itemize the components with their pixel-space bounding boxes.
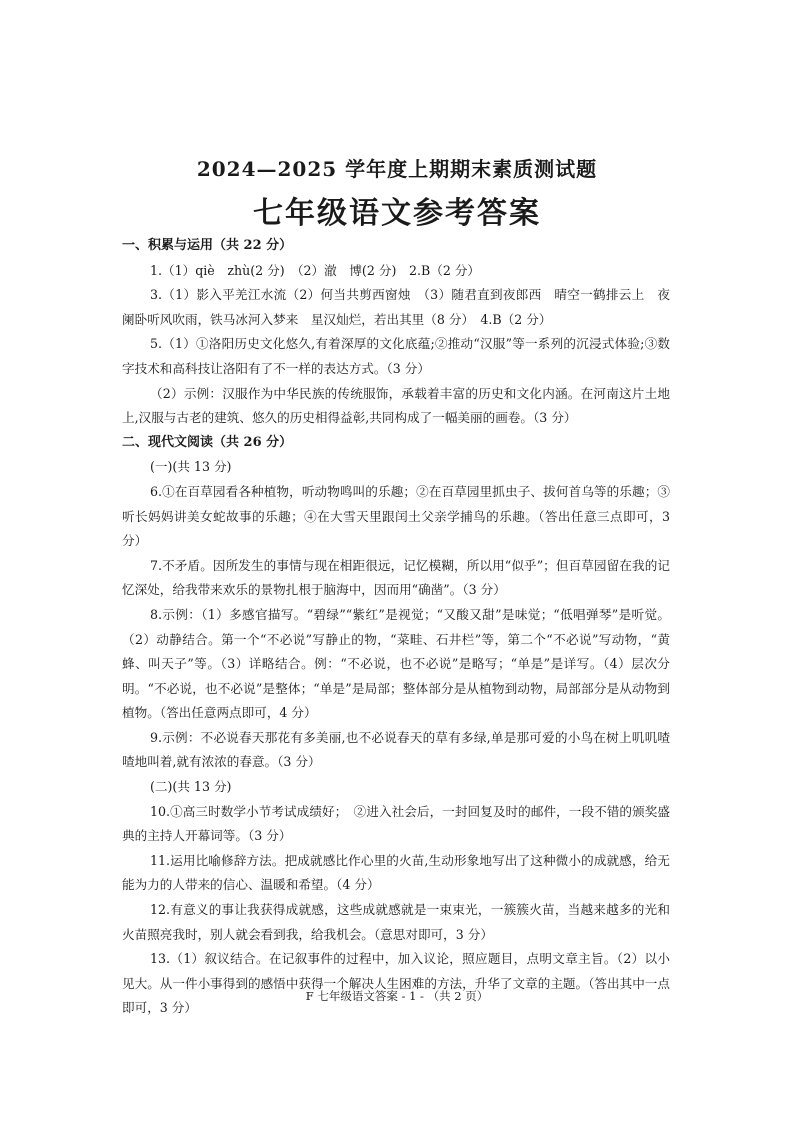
answer-3-4: 3.（1）影入平羌江水流（2）何当共剪西窗烛 （3）随君直到夜郎西 晴空一鹤排云上 夜阑卧听风吹雨，铁马冰河入梦来 星汉灿烂，若出其里（8 分） 4.B（2 分） [122, 287, 670, 327]
section-heading-1: 一、积累与运用（共 22 分） [122, 238, 293, 253]
part-1-label: (一)(共 13 分) [150, 459, 232, 475]
answer-7: 7.不矛盾。因所发生的事情与现在相距很远，记忆模糊，所以用“似乎”；但百草园留在我的记忆深处，给我带来欢乐的景物扎根于脑海中，因而用“确凿”。（3 分） [122, 557, 670, 598]
answer-11: 11.运用比喻修辞方法。把成就感比作心里的火苗,生动形象地写出了这种微小的成就感，给无能为力的人带来的信心、温暖和希望。（4 分） [122, 852, 670, 893]
answer-10: 10.①高三时数学小节考试成绩好； ②进入社会后，一封回复及时的邮件，一段不错的颁奖盛典的主持人开幕词等。（3 分） [122, 803, 670, 844]
answer-6: 6.①在百草园看各种植物，听动物鸣叫的乐趣；②在百草园里抓虫子、拔何首乌等的乐趣；③听长妈妈讲美女蛇故事的乐趣；④在大雪天里跟闰土父亲学捕鸟的乐趣。（答出任意三点即可，3 分） [122, 483, 670, 549]
answer-9: 9.示例：不必说春天那花有多美丽,也不必说春天的草有多绿,单是那可爱的小鸟在树上叽叽喳喳地叫着,就有浓浓的春意。（3 分） [122, 729, 670, 770]
section-heading-2: 二、现代文阅读（共 26 分） [122, 434, 293, 450]
exam-title: 2024—2025 学年度上期期末素质测试题 [196, 157, 598, 181]
answer-5-2: （2）示例：汉服作为中华民族的传统服饰，承载着丰富的历史和文化内涵。在河南这片土地上,汉服与古老的建筑、悠久的历史相得益彰,共同构成了一幅美丽的画卷。（3 分） [122, 385, 670, 426]
answer-1-2: 1.（1）qiè zhù(2 分) （2）澈 博(2 分) 2.B（2 分） [150, 262, 481, 278]
page-footer: F 七年级语文答案 - 1 - （共 2 页） [305, 989, 489, 1003]
answer-5-1: 5.（1）①洛阳历史文化悠久,有着深厚的文化底蕴;②推动“汉服”等一系列的沉浸式体验;③数字技术和高科技让洛阳有了不一样的表达方式。（3 分） [122, 336, 670, 376]
answer-8: 8.示例：（1）多感官描写。“碧绿”“紫红”是视觉；“又酸又甜”是味觉；“低唱弹琴”是听觉。（2）动静结合。第一个“不必说”写静止的物，“菜畦、石井栏”等，第二个“不必说”写动物，“黄蜂、叫天子”等。（3）详略结合。例：“不必说，也不必说”是略写；“单是”是详写。（4）层次分明。“不必说，也不必说”是整体；“单是”是局部；整体部分是从植物到动物，局部部分是从动物到植物。（答出任意两点即可，4 分） [122, 606, 670, 721]
answer-body [122, 234, 670, 1021]
answer-13: 13.（1）叙议结合。在记叙事件的过程中，加入议论，照应题目，点明文章主旨。（2）以小见大。从一件小事得到的感悟中获得一个解决人生困难的方法，升华了文章的主题。（答出其中一点即可，3 分） [122, 951, 670, 1016]
answer-12: 12.有意义的事让我获得成就感，这些成就感就是一束束光，一簇簇火苗，当越来越多的光和火苗照亮我时，别人就会看到我，给我机会。（意思对即可，3 分） [122, 902, 670, 942]
part-2-label: (二)(共 13 分) [150, 779, 232, 795]
answer-key-title: 七年级语文参考答案 [253, 196, 541, 231]
